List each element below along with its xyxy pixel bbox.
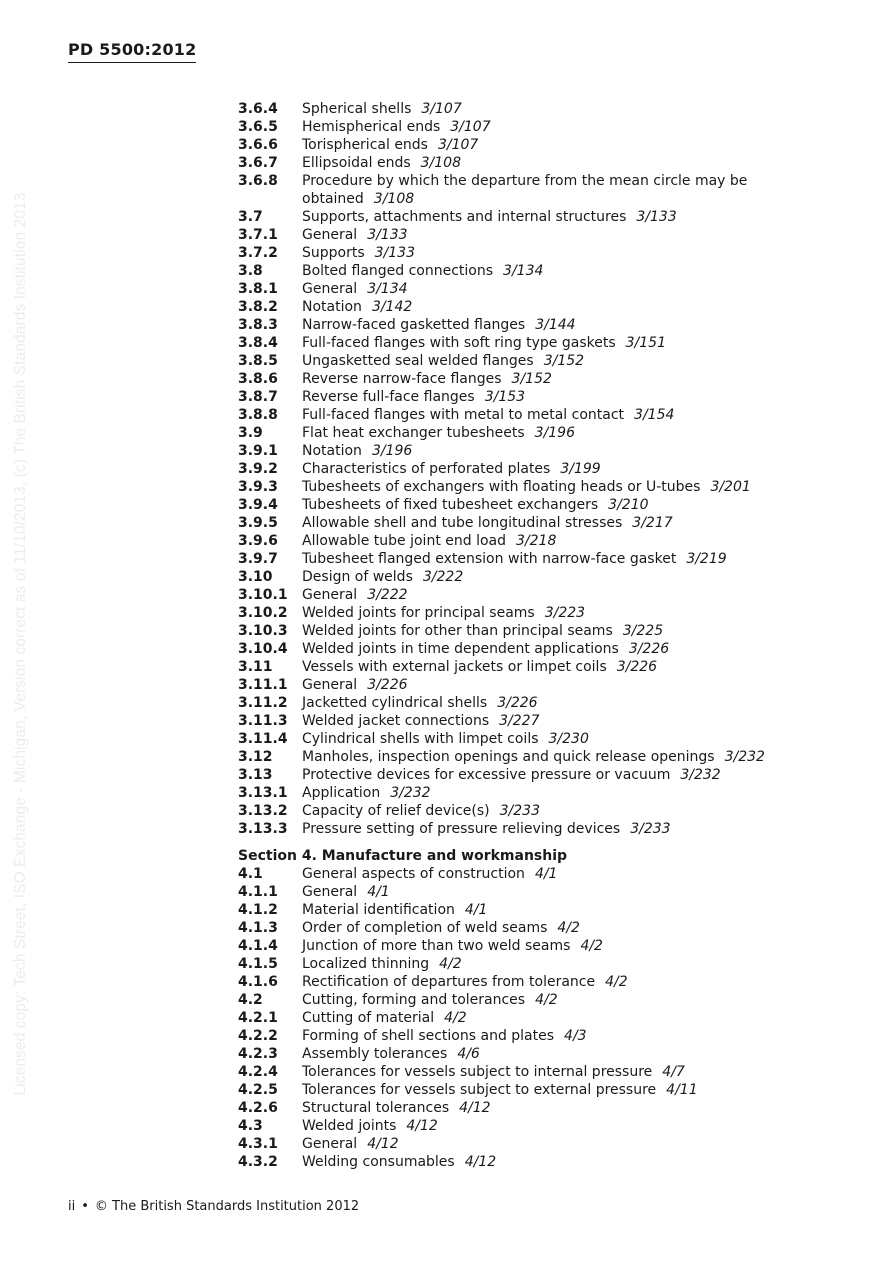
toc-entry[interactable] [238,100,798,118]
toc-entry-title-text: Capacity of relief device(s) [302,803,490,819]
toc-entry-number: 3.13.1 [238,785,288,801]
toc-entry-title [302,442,798,460]
toc-entry-title [302,820,798,838]
toc-entry-title [302,586,798,604]
toc-entry-page: 3/225 [622,623,664,639]
toc-entry-title [302,865,798,883]
toc-entry-title [302,1153,798,1171]
toc-entry-title-text: Supports, attachments and internal structures [302,209,627,225]
toc-entry-title-text: Pressure setting of pressure relieving devices [302,821,621,837]
toc-entry-page: 4/12 [464,1154,497,1170]
toc-entry-number: 4.3.2 [238,1154,278,1170]
toc-entry-number: 3.8.4 [238,335,278,351]
toc-entry-number: 3.6.4 [238,101,278,117]
footer-bullet: • [81,1199,89,1214]
toc-entry-page: 3/222 [367,587,408,603]
toc-entry[interactable] [238,937,798,955]
toc-entry-title-text: Allowable shell and tube longitudinal stresses [302,515,623,531]
toc-entry-title [302,883,798,901]
toc-entry-title [302,226,798,244]
toc-entry-page: 3/153 [484,389,526,405]
toc-entry-title [302,298,798,316]
toc-entry[interactable] [238,1135,798,1153]
toc-entry-title [302,658,798,676]
toc-entry[interactable] [238,1099,798,1117]
toc-entry-number: 3.8.8 [238,407,278,423]
toc-entry[interactable] [238,730,798,748]
toc-entry-title [302,208,798,226]
toc-entry[interactable] [238,640,798,658]
toc-entry[interactable] [238,550,798,568]
toc-entry-title [302,100,798,118]
toc-entry-page: 3/107 [437,137,479,153]
toc-entry-title [302,604,798,622]
toc-entry-page: 3/196 [534,425,575,441]
toc-entry-title [302,1135,798,1153]
toc-entry-title-text: Tubesheets of fixed tubesheet exchangers [302,497,599,513]
toc-entry[interactable] [238,388,798,406]
watermark-text: Licensed copy: Tech Street, ISO Exchange - Michigan, Version correct as of 11/10/2013, (c) The British Standards Institution 2013 [12,192,29,1096]
toc-entry-number: 3.9.5 [238,515,278,531]
toc-entry[interactable] [238,280,798,298]
toc-entry-page: 3/151 [625,335,666,351]
toc-entry-number: 3.8 [238,263,263,279]
toc-entry-page: 4/2 [439,956,462,972]
toc-entry[interactable] [238,334,798,352]
toc-entry-number: 4.2.3 [238,1046,278,1062]
toc-entry-page: 4/6 [457,1046,480,1062]
toc-entry-title [302,136,798,154]
toc-entry-title [302,1063,798,1081]
toc-entry[interactable] [238,478,798,496]
toc-entry-title [302,388,798,406]
toc-entry-title-text: Cutting of material [302,1010,435,1026]
toc-entry-title [302,514,798,532]
toc-entry-page: 3/217 [632,515,673,531]
toc-entry-page: 3/134 [367,281,408,297]
toc-entry-title [302,712,798,730]
toc-entry-title-text: General [302,1136,358,1152]
toc-entry[interactable] [238,712,798,730]
toc-entry-title [302,154,798,172]
toc-entry-page: 4/12 [367,1136,399,1152]
toc-entry-page: 3/133 [636,209,677,225]
toc-entry[interactable] [238,226,798,244]
toc-entry-number: 3.9.1 [238,443,278,459]
toc-entry-title-text: Notation [302,443,362,459]
toc-entry-title-text: Reverse narrow-face flanges [302,371,502,387]
toc-entry[interactable] [238,973,798,991]
toc-entries-section-3 [238,100,798,838]
toc-entry[interactable] [238,766,798,784]
toc-entry-title [302,919,798,937]
page-number: ii [68,1199,76,1214]
toc-entry-number: 4.1.4 [238,938,278,954]
table-of-contents [238,100,798,1171]
toc-entry-page: 4/1 [534,866,558,882]
toc-entry-title-text: Tubesheets of exchangers with floating heads or U-tubes [302,479,701,495]
toc-entry-page: 3/226 [367,677,408,693]
toc-entry-title-text: Protective devices for excessive pressure or vacuum [302,767,671,783]
toc-entry-number: 3.13 [238,767,273,783]
toc-entry-page: 3/201 [710,479,751,495]
toc-entry[interactable] [238,901,798,919]
toc-entry-number: 4.1.5 [238,956,278,972]
toc-entry[interactable] [238,586,798,604]
toc-entry-page: 3/218 [516,533,557,549]
toc-entry-page: 3/223 [544,605,586,621]
toc-entry-title [302,316,798,334]
toc-entry-title-text: Jacketted cylindrical shells [302,695,488,711]
toc-entry[interactable] [238,991,798,1009]
toc-entry[interactable] [238,802,798,820]
toc-entry-title [302,1099,798,1117]
toc-entry-number: 3.9.2 [238,461,278,477]
toc-entry-title-text: General [302,884,358,900]
toc-entry-title-text: Welded joints in time dependent applications [302,641,619,657]
toc-entry-page: 4/12 [459,1100,491,1116]
toc-entry-title-text: General [302,281,358,297]
toc-entry-number: 3.7 [238,209,263,225]
toc-entry-number: 4.1.2 [238,902,278,918]
toc-entry-number: 4.2.2 [238,1028,278,1044]
toc-entry-title [302,172,798,208]
toc-entry-title [302,784,798,802]
toc-entry-number: 3.8.1 [238,281,278,297]
toc-entry-title-text: Manholes, inspection openings and quick release openings [302,749,715,765]
toc-entry-page: 3/232 [724,749,765,765]
toc-entry-title [302,901,798,919]
toc-entry[interactable] [238,1045,798,1063]
toc-entry-number: 4.1.3 [238,920,278,936]
toc-entry-title [302,532,798,550]
toc-entry-title-text: Tubesheet flanged extension with narrow-face gasket [302,551,677,567]
toc-entry-title-text: Material identification [302,902,455,918]
toc-entry-page: 4/2 [535,992,558,1008]
toc-entry-number: 4.2.6 [238,1100,278,1116]
toc-entry-page: 3/232 [680,767,721,783]
toc-entry-title-text: Application [302,785,381,801]
toc-entry[interactable] [238,316,798,334]
toc-entry-page: 4/1 [367,884,390,900]
toc-entry-title-text: Cutting, forming and tolerances [302,992,526,1008]
toc-entry-title [302,424,798,442]
toc-entry-title-text: Welded joints [302,1118,397,1134]
toc-entry-page: 3/196 [371,443,413,459]
toc-entry-title [302,118,798,136]
toc-entry[interactable] [238,172,798,208]
toc-entry-title-text: Junction of more than two weld seams [302,938,571,954]
toc-entry-title-text: Supports [302,245,365,261]
toc-entry-number: 3.10.4 [238,641,288,657]
toc-entry-title-text: Hemispherical ends [302,119,441,135]
toc-entry-page: 3/133 [367,227,408,243]
toc-entry-page: 3/107 [421,101,462,117]
toc-entry-title [302,1117,798,1135]
toc-entry-number: 4.1.6 [238,974,278,990]
toc-entry-page: 3/210 [608,497,649,513]
toc-entry[interactable] [238,883,798,901]
toc-entry-number: 3.13.2 [238,803,288,819]
toc-entry-page: 4/12 [406,1118,438,1134]
toc-entry-number: 3.11.1 [238,677,288,693]
toc-entry-title [302,748,798,766]
toc-entry[interactable] [238,136,798,154]
toc-entry-page: 3/133 [374,245,415,261]
toc-entry-page: 3/226 [628,641,670,657]
toc-entry-title-text: Assembly tolerances [302,1046,448,1062]
toc-entry[interactable] [238,154,798,172]
toc-entry[interactable] [238,1027,798,1045]
toc-entry-title-text: Localized thinning [302,956,430,972]
toc-entry-title-text: Order of completion of weld seams [302,920,548,936]
toc-entry-number: 4.1 [238,866,263,882]
toc-entry-number: 3.10 [238,569,273,585]
toc-entry-title-text: Bolted flanged connections [302,263,494,279]
toc-entry[interactable] [238,298,798,316]
toc-entry-number: 3.10.1 [238,587,288,603]
toc-entry-number: 3.6.7 [238,155,278,171]
toc-entry-number: 3.7.1 [238,227,278,243]
toc-entry-title [302,937,798,955]
copyright-notice: © The British Standards Institution 2012 [94,1199,360,1214]
toc-entry[interactable] [238,865,798,883]
toc-entry-title-text: Spherical shells [302,101,412,117]
toc-entry-number: 3.11.3 [238,713,288,729]
toc-entry-page: 3/152 [543,353,585,369]
toc-entry-title [302,460,798,478]
toc-entry[interactable] [238,496,798,514]
toc-entry-title [302,955,798,973]
toc-entry-title-text: General [302,227,358,243]
toc-entry[interactable] [238,424,798,442]
toc-entry-title [302,370,798,388]
section-4-heading: Section 4. Manufacture and workmanship [238,848,568,864]
toc-entry-title-text: Welded joints for other than principal seams [302,623,613,639]
toc-entry-title-text: Welded jacket connections [302,713,490,729]
toc-entry-page: 4/7 [662,1064,685,1080]
toc-entry-title [302,991,798,1009]
toc-entry-title-text: Forming of shell sections and plates [302,1028,555,1044]
toc-entry[interactable] [238,784,798,802]
toc-entry-number: 3.9.7 [238,551,278,567]
toc-entry-number: 3.6.5 [238,119,278,135]
document-id-header: PD 5500:2012 [68,40,196,63]
toc-entry[interactable] [238,955,798,973]
toc-entry-number: 3.10.3 [238,623,288,639]
toc-entry[interactable] [238,1063,798,1081]
toc-entry-title-text: Reverse full-face flanges [302,389,475,405]
page-footer [68,1199,359,1214]
toc-entry[interactable] [238,568,798,586]
toc-entry[interactable] [238,262,798,280]
toc-entry-title-text: Welded joints for principal seams [302,605,535,621]
toc-entry-page: 4/11 [666,1082,698,1098]
toc-entry[interactable] [238,406,798,424]
toc-entry-title [302,1009,798,1027]
toc-entry[interactable] [238,244,798,262]
toc-entry-title [302,1027,798,1045]
toc-entry-title [302,550,798,568]
toc-entry-title-text: Vessels with external jackets or limpet coils [302,659,607,675]
toc-entry-title-text: Narrow-faced gasketted flanges [302,317,526,333]
toc-entry-page: 4/1 [464,902,488,918]
toc-entry-title-text: Tolerances for vessels subject to internal pressure [302,1064,653,1080]
toc-entry-title-text: Rectification of departures from tolerance [302,974,596,990]
toc-entry-page: 3/108 [420,155,461,171]
toc-entry-page: 4/2 [444,1010,467,1026]
toc-entry-number: 3.8.6 [238,371,278,387]
toc-entry-number: 3.8.2 [238,299,278,315]
toc-entry-title [302,262,798,280]
toc-entry-number: 4.1.1 [238,884,278,900]
toc-entry-title-text: Full-faced flanges with metal to metal contact [302,407,625,423]
toc-entry-title [302,1045,798,1063]
toc-entry-number: 3.9.3 [238,479,278,495]
toc-entry[interactable] [238,658,798,676]
toc-entry-number: 3.11.4 [238,731,288,747]
toc-entry-page: 4/2 [580,938,603,954]
toc-entry-number: 3.9.6 [238,533,278,549]
toc-entry-page: 3/222 [422,569,464,585]
toc-entry-number: 4.2.4 [238,1064,278,1080]
toc-entry[interactable] [238,694,798,712]
toc-entry-page: 3/227 [499,713,540,729]
toc-entry-number: 4.3.1 [238,1136,278,1152]
toc-entry-number: 3.9 [238,425,263,441]
toc-entry-page: 3/154 [634,407,675,423]
toc-entry[interactable] [238,1009,798,1027]
toc-entry-page: 3/226 [616,659,658,675]
toc-entry-title-text: Cylindrical shells with limpet coils [302,731,539,747]
toc-entry[interactable] [238,1153,798,1171]
toc-entry-title-text: Ellipsoidal ends [302,155,411,171]
toc-entry-title-text: Tolerances for vessels subject to external pressure [302,1082,657,1098]
toc-entry-title [302,478,798,496]
toc-entry-number: 3.7.2 [238,245,278,261]
toc-entry-title [302,802,798,820]
toc-entry-title-text: Torispherical ends [302,137,428,153]
toc-entry-title [302,694,798,712]
toc-entry-page: 3/219 [686,551,727,567]
toc-entry-number: 3.12 [238,749,273,765]
toc-entry-page: 3/108 [373,191,415,207]
toc-entry-title [302,622,798,640]
toc-entry-title-text: Welding consumables [302,1154,455,1170]
toc-entry-title [302,730,798,748]
toc-entry-number: 3.11.2 [238,695,288,711]
toc-entry-title-text: Full-faced flanges with soft ring type gaskets [302,335,616,351]
toc-entry-page: 3/226 [497,695,538,711]
toc-entries-section-4 [238,865,798,1171]
toc-entry-page: 3/107 [450,119,491,135]
toc-entry[interactable] [238,604,798,622]
toc-entry[interactable] [238,514,798,532]
toc-entry[interactable] [238,748,798,766]
toc-entry-title [302,496,798,514]
toc-entry-page: 4/2 [557,920,580,936]
toc-entry-number: 3.9.4 [238,497,278,513]
toc-entry-title-text: Structural tolerances [302,1100,450,1116]
toc-entry-title-text: Design of welds [302,569,413,585]
toc-entry-title-text: Flat heat exchanger tubesheets [302,425,525,441]
toc-entry-number: 3.6.6 [238,137,278,153]
toc-entry-title [302,568,798,586]
toc-entry-title [302,1081,798,1099]
toc-entry-number: 4.2.1 [238,1010,278,1026]
toc-entry-title [302,352,798,370]
toc-entry-title [302,406,798,424]
toc-entry-title-text: General aspects of construction [302,866,525,882]
toc-entry-number: 4.3 [238,1118,263,1134]
toc-entry-page: 3/230 [548,731,589,747]
toc-entry-number: 3.8.7 [238,389,278,405]
toc-entry[interactable] [238,532,798,550]
toc-entry-page: 3/199 [560,461,601,477]
toc-entry-title-text: Notation [302,299,362,315]
toc-entry[interactable] [238,370,798,388]
toc-entry-title [302,766,798,784]
toc-entry-title [302,334,798,352]
toc-entry[interactable] [238,460,798,478]
toc-entry-title-text: General [302,677,358,693]
toc-entry-page: 3/144 [535,317,576,333]
toc-entry[interactable] [238,442,798,460]
toc-entry-page: 3/232 [390,785,431,801]
toc-entry-number: 3.13.3 [238,821,288,837]
toc-entry[interactable] [238,1081,798,1099]
toc-entry-number: 3.8.5 [238,353,278,369]
toc-entry[interactable] [238,919,798,937]
toc-entry-title-text: Ungasketted seal welded flanges [302,353,534,369]
toc-entry-title [302,244,798,262]
toc-entry[interactable] [238,820,798,838]
toc-entry-title-text: Characteristics of perforated plates [302,461,551,477]
toc-entry-number: 3.11 [238,659,273,675]
toc-entry[interactable] [238,622,798,640]
toc-entry-title-text: Allowable tube joint end load [302,533,507,549]
toc-entry[interactable] [238,676,798,694]
toc-entry[interactable] [238,118,798,136]
toc-entry-title [302,640,798,658]
toc-entry-page: 3/152 [511,371,552,387]
toc-entry[interactable] [238,352,798,370]
toc-entry-number: 3.6.8 [238,173,278,189]
toc-entry-page: 3/134 [503,263,544,279]
toc-entry[interactable] [238,1117,798,1135]
toc-entry-number: 4.2 [238,992,263,1008]
toc-entry-page: 3/233 [630,821,671,837]
toc-entry-number: 3.10.2 [238,605,288,621]
toc-entry-title-text: Procedure by which the departure from the mean circle may be obtained [302,173,748,207]
toc-entry-title-text: General [302,587,358,603]
toc-entry-number: 4.2.5 [238,1082,278,1098]
toc-entry-page: 4/2 [605,974,628,990]
toc-entry-page: 3/142 [371,299,413,315]
toc-entry-title [302,280,798,298]
toc-entry-page: 3/233 [499,803,540,819]
toc-entry-title [302,973,798,991]
toc-entry-page: 4/3 [564,1028,587,1044]
toc-entry-title [302,676,798,694]
toc-entry[interactable] [238,208,798,226]
toc-entry-number: 3.8.3 [238,317,278,333]
